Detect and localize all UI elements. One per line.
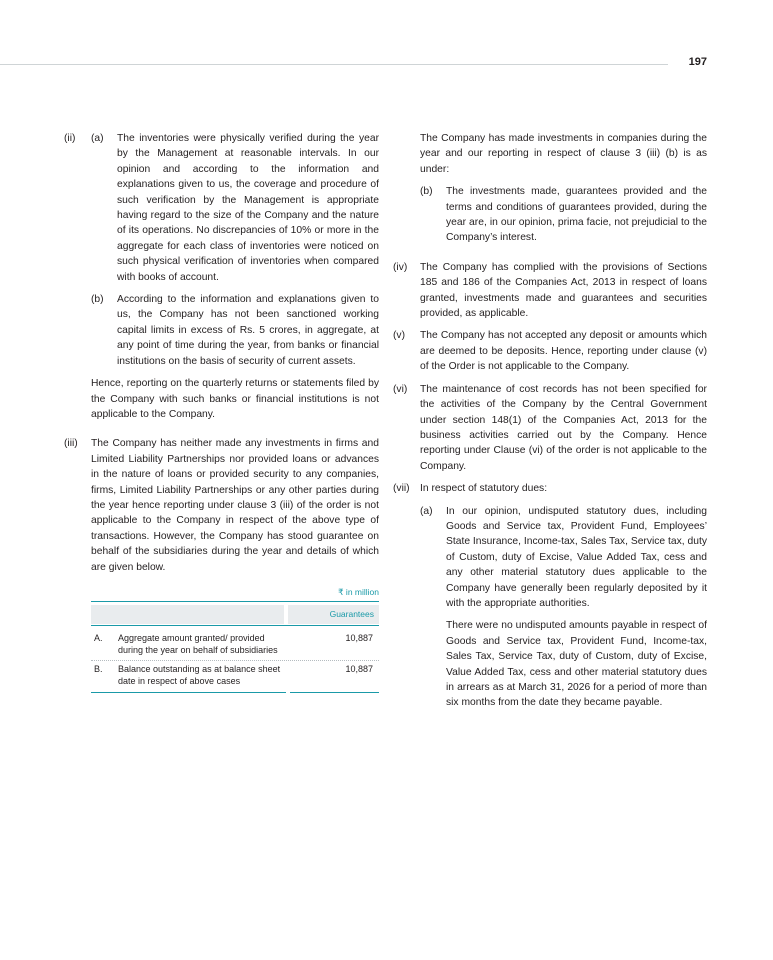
table-header-blank <box>91 605 284 624</box>
subclause-number: (a) <box>91 133 104 144</box>
subclause-number: (b) <box>420 186 433 198</box>
subclause-number: (b) <box>91 294 104 306</box>
table-row <box>91 630 379 660</box>
subclause-text: In our opinion, undisputed statutory dues, including Goods and Service tax, Provident Fund, Employees’ State Insurance, Income-tax, Sales Tax, Service tax, duty of Custom, duty of Excise, Value Added Tax, cess and any other material statutory dues applicable to the Company have generally been regularly deposited by it with the appropriate authorities. <box>446 505 707 609</box>
clause-number: (vii) <box>393 483 410 495</box>
left-column <box>64 131 379 700</box>
clause-ii-a <box>91 131 379 285</box>
clause-vii <box>393 481 707 725</box>
clause-text: The maintenance of cost records has not been specified for the activities of the Company by the Central Government under section 148(1) of the Companies Act, 2013 for the business activities carried out by the Company. Hence reporting under Clause (vi) of the order is not applicable to the Company. <box>420 383 707 472</box>
clause-iii-intro: The Company has made investments in companies during the year and our reporting in respect of clause 3 (iii) (b) is as under: <box>420 133 707 175</box>
clause-iv <box>393 260 707 322</box>
clause-number: (iv) <box>393 261 408 273</box>
subclause-text: The inventories were physically verified during the year by the Management at reasonable intervals. In our opinion and according to the information and explanations given to us, the coverage and procedure of such verification by the Management is appropriate having regard to the size of the Company and the nature of its operations. No discrepancies of 10% or more in the aggregate for each class of inventories were noticed on such physical verification of inventories when compared with books of account. <box>117 133 379 283</box>
row-value: 10,887 <box>345 632 373 643</box>
table-bottom-rule <box>91 692 379 693</box>
clause-vii-text: In respect of statutory dues: <box>420 483 548 495</box>
clause-vii-a <box>420 504 707 718</box>
guarantees-table <box>91 587 379 693</box>
table-header-guarantees: Guarantees <box>288 605 379 624</box>
table-unit: ₹ in million <box>338 586 379 597</box>
clause-text: The Company has complied with the provisions of Sections 185 and 186 of the Companies Act, 2013 in respect of loans granted, investments made and guarantees and securities provided, as applicable. <box>420 261 707 320</box>
clause-ii <box>64 131 379 429</box>
clause-ii-b <box>91 292 379 369</box>
clause-number: (vi) <box>393 383 408 395</box>
subclause-text: According to the information and explanations given to us, the Company has not been sanctioned working capital limits in excess of Rs. 5 crores, in aggregate, at any point of time during the year, from banks or financial institutions on the basis of security of current assets. <box>117 294 379 367</box>
clause-text: The Company has not accepted any deposit or amounts which are deemed to be deposits. Hence, reporting under clause (v) of the Order is not applicable to the Company. <box>420 330 707 373</box>
clause-ii-hence: Hence, reporting on the quarterly returns or statements filed by the Company with such banks or financial institutions is not applicable to the Company. <box>91 378 379 420</box>
clause-v <box>393 328 707 374</box>
table-header <box>91 605 379 624</box>
clause-body <box>91 436 379 693</box>
clause-iii-continued <box>393 131 707 253</box>
clause-iii <box>64 436 379 693</box>
subclause-text: The investments made, guarantees provided and the terms and conditions of guarantees provided, during the year are, in our opinion, prima facie, not prejudicial to the Company’s interest. <box>446 186 707 244</box>
table-header-rule <box>91 625 379 626</box>
clause-iii-text: The Company has neither made any investments in firms and Limited Liability Partnerships nor provided loans or advances in the nature of loans or provided security to any companies, firms, Limited Liability Partnerships or any other parties during the year hence reporting under clause 3 (iii) of the order is not applicable to the Company in respect of the above type of transactions. However, the Company has stood guarantee on behalf of the subsidiaries during the year and details of which are given below. <box>91 438 379 573</box>
row-description: Balance outstanding as at balance sheet date in respect of above cases <box>118 663 281 686</box>
subclause-number: (a) <box>420 505 433 517</box>
clause-iii-b <box>420 184 707 246</box>
subclause-body <box>446 504 707 718</box>
clause-number: (iii) <box>64 438 78 450</box>
row-letter: B. <box>94 663 103 674</box>
table-row <box>91 660 379 691</box>
subclause-text-2: There were no undisputed amounts payable in respect of Goods and Service tax, Provident Fund, Income-tax, Sales Tax, Service Tax, duty of Custom, duty of Excise, Value Added Tax, cess and other material statutory dues in arrears as at March 31, 2026 for a period of more than six months from the date they became payable. <box>446 620 707 709</box>
row-description: Aggregate amount granted/ provided during the year on behalf of subsidiaries <box>118 632 278 656</box>
right-column <box>393 131 707 732</box>
clause-vi <box>393 382 707 474</box>
page-number: 197 <box>688 56 707 68</box>
table-top-rule <box>91 601 379 602</box>
clause-number: (v) <box>393 330 406 342</box>
clause-body <box>420 131 707 253</box>
clause-body <box>420 481 707 725</box>
clause-body <box>91 131 379 429</box>
row-letter: A. <box>94 632 103 643</box>
clause-number: (ii) <box>64 133 76 144</box>
header-rule <box>0 64 668 65</box>
row-value: 10,887 <box>345 663 373 674</box>
